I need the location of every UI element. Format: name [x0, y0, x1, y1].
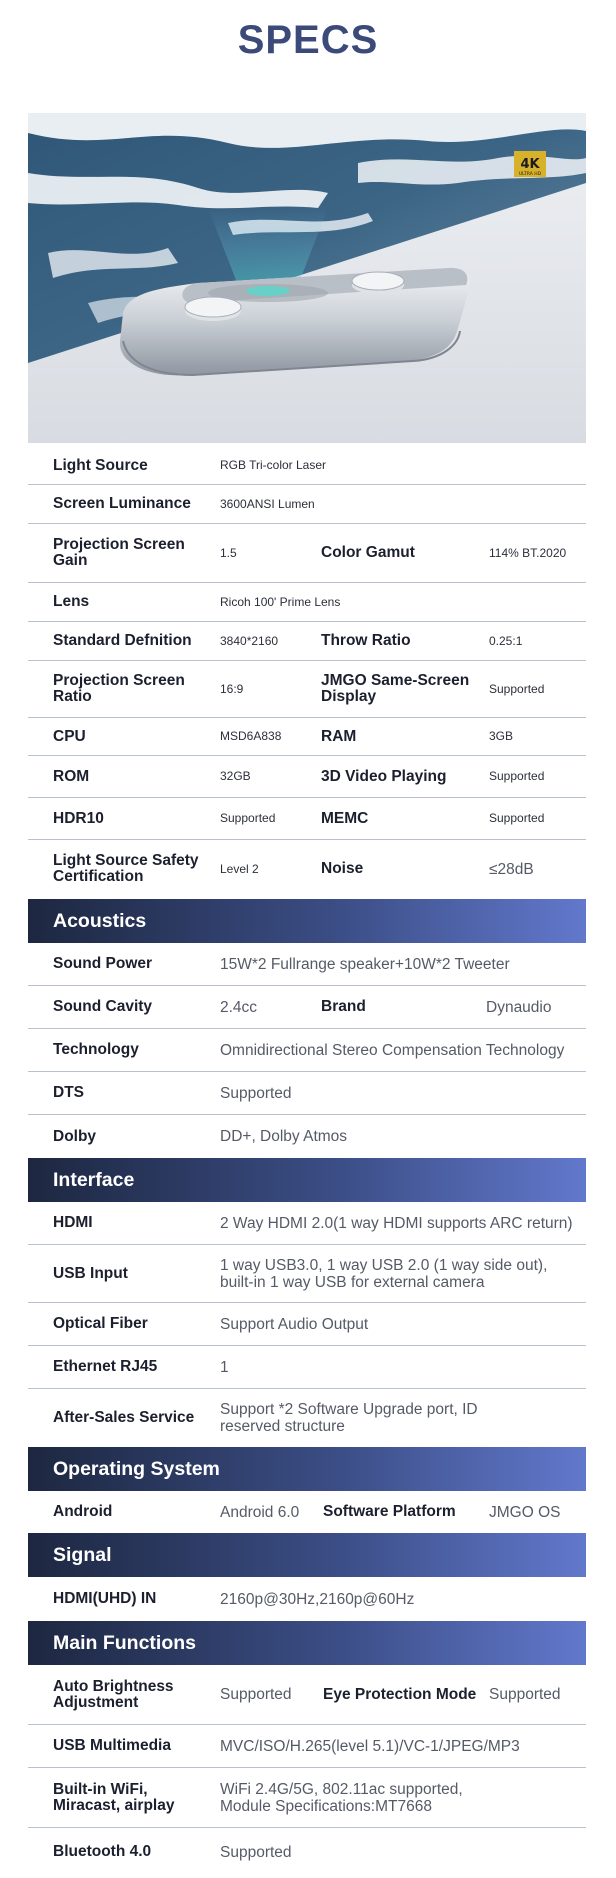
- spec-label-2: MEMC: [321, 809, 369, 827]
- spec-label: Bluetooth 4.0: [53, 1843, 152, 1860]
- spec-row-screen-luminance: [28, 485, 586, 524]
- spec-label-2: Software Platform: [323, 1503, 456, 1520]
- spec-value: 16:9: [220, 681, 244, 696]
- spec-label: Screen Luminance: [53, 495, 191, 512]
- spec-label: Android: [53, 1503, 113, 1520]
- projector-product-image: [28, 113, 586, 443]
- section-header-signal: Signal: [28, 1533, 586, 1577]
- spec-value: Level 2: [220, 861, 259, 876]
- spec-label-2: RAM: [321, 727, 357, 745]
- spec-row-after-sales: [28, 1389, 586, 1447]
- ultra-hd-badge-text: ULTRA HD: [518, 172, 542, 177]
- spec-row-cpu: [28, 718, 586, 756]
- spec-label: HDR10: [53, 809, 104, 827]
- spec-label: Auto Brightness Adjustment: [53, 1677, 174, 1711]
- 4k-badge-text: 4K: [520, 157, 540, 172]
- spec-row-ethernet: [28, 1346, 586, 1389]
- spec-row-bluetooth: [28, 1828, 586, 1876]
- spec-row-sound-cavity: [28, 986, 586, 1029]
- spec-value-2: JMGO OS: [489, 1503, 561, 1521]
- spec-row-sound-power: [28, 943, 586, 986]
- spec-value: 1 way USB3.0, 1 way USB 2.0 (1 way side out), built-in 1 way USB for external camera: [220, 1256, 548, 1291]
- section-header-acoustics: Acoustics: [28, 899, 586, 943]
- spec-label: Sound Cavity: [53, 998, 153, 1015]
- spec-row-screen-gain: [28, 524, 586, 583]
- spec-value: Omnidirectional Stereo Compensation Technology: [220, 1041, 565, 1059]
- spec-label-2: Eye Protection Mode: [323, 1685, 477, 1703]
- spec-value: 1: [220, 1358, 229, 1376]
- spec-value-2: 3GB: [489, 729, 514, 743]
- spec-value-2: Supported: [489, 681, 545, 696]
- spec-value: 32GB: [220, 769, 251, 783]
- spec-label-2: 3D Video Playing: [321, 767, 447, 785]
- spec-label: CPU: [53, 727, 86, 745]
- spec-value-2: Supported: [489, 811, 545, 825]
- spec-label: USB Input: [53, 1264, 128, 1282]
- spec-row-optical-fiber: [28, 1303, 586, 1346]
- spec-label-2: Brand: [321, 998, 366, 1015]
- spec-label: Projection Screen Gain: [53, 536, 185, 569]
- spec-label: Sound Power: [53, 955, 153, 972]
- spec-label: Light Source Safety Certification: [53, 852, 199, 885]
- spec-value: Support Audio Output: [220, 1315, 369, 1333]
- spec-label: Technology: [53, 1041, 139, 1058]
- spec-value: Android 6.0: [220, 1503, 300, 1521]
- spec-label: Ethernet RJ45: [53, 1358, 158, 1375]
- spec-value: Supported: [220, 1686, 292, 1703]
- section-header-main-functions: Main Functions: [28, 1621, 586, 1665]
- spec-row-technology: [28, 1029, 586, 1072]
- spec-row-usb-input: [28, 1245, 586, 1303]
- spec-label: Dolby: [53, 1127, 97, 1145]
- spec-value: MSD6A838: [220, 729, 282, 743]
- spec-row-safety-certification: [28, 840, 586, 898]
- spec-value: Support *2 Software Upgrade port, ID reserved structure: [220, 1401, 478, 1435]
- spec-value: DD+, Dolby Atmos: [220, 1128, 348, 1145]
- spec-label: DTS: [53, 1084, 84, 1101]
- spec-label: USB Multimedia: [53, 1737, 171, 1754]
- spec-label-2: Noise: [321, 860, 364, 877]
- page-title: SPECS: [237, 18, 379, 62]
- spec-label: ROM: [53, 767, 90, 785]
- spec-label: Built-in WiFi, Miracast, airplay: [53, 1780, 175, 1814]
- spec-row-hdmi: [28, 1202, 586, 1245]
- spec-row-dts: [28, 1072, 586, 1115]
- spec-value: RGB Tri-color Laser: [220, 458, 327, 472]
- spec-row-auto-brightness: [28, 1665, 586, 1725]
- spec-label-2: JMGO Same-Screen Display: [321, 672, 470, 705]
- spec-value-2: 114% BT.2020: [489, 545, 567, 560]
- spec-value: Supported: [220, 811, 276, 825]
- spec-value: 1.5: [220, 545, 237, 560]
- spec-label-2: Throw Ratio: [321, 632, 411, 649]
- spec-row-wifi: [28, 1768, 586, 1828]
- section-header-operating-system: Operating System: [28, 1447, 586, 1491]
- spec-label-2: Color Gamut: [321, 544, 415, 561]
- spec-value: 2160p@30Hz,2160p@60Hz: [220, 1590, 415, 1608]
- spec-row-screen-ratio: [28, 661, 586, 718]
- spec-value: 3600ANSI Lumen: [220, 496, 315, 511]
- spec-value-2: Dynaudio: [486, 998, 552, 1016]
- spec-row-hdr10: [28, 798, 586, 840]
- spec-value: WiFi 2.4G/5G, 802.11ac supported, Module Specifications:MT7668: [220, 1780, 463, 1815]
- spec-label: Projection Screen Ratio: [53, 672, 185, 705]
- spec-value: 2 Way HDMI 2.0(1 way HDMI supports ARC return): [220, 1214, 573, 1232]
- spec-row-usb-multimedia: [28, 1725, 586, 1768]
- spec-value-2: Supported: [489, 769, 545, 783]
- spec-label: Light Source: [53, 456, 148, 474]
- spec-row-lens: [28, 583, 586, 622]
- spec-value-2: ≤28dB: [489, 860, 534, 878]
- spec-label: Optical Fiber: [53, 1315, 148, 1332]
- spec-row-hdmi-uhd-in: [28, 1577, 586, 1621]
- section-header-interface: Interface: [28, 1158, 586, 1202]
- spec-label: Lens: [53, 593, 90, 610]
- spec-value: Ricoh 100' Prime Lens: [220, 594, 341, 609]
- spec-row-light-source: [28, 447, 586, 485]
- spec-value: 3840*2160: [220, 633, 279, 648]
- spec-value: Supported: [220, 1843, 292, 1861]
- spec-label: After-Sales Service: [53, 1409, 195, 1426]
- spec-value: MVC/ISO/H.265(level 5.1)/VC-1/JPEG/MP3: [220, 1737, 520, 1755]
- spec-label: HDMI: [53, 1214, 93, 1231]
- spec-value: 15W*2 Fullrange speaker+10W*2 Tweeter: [220, 955, 510, 973]
- spec-value: 2.4cc: [220, 998, 258, 1016]
- spec-row-android: [28, 1491, 586, 1533]
- spec-row-standard-definition: [28, 622, 586, 661]
- spec-row-rom: [28, 756, 586, 798]
- spec-row-dolby: [28, 1115, 586, 1158]
- spec-label: HDMI(UHD) IN: [53, 1590, 157, 1607]
- spec-value-2: 0.25:1: [489, 633, 523, 648]
- spec-value: Supported: [220, 1084, 292, 1102]
- spec-value-2: Supported: [489, 1686, 561, 1703]
- spec-label: Standard Defnition: [53, 632, 192, 649]
